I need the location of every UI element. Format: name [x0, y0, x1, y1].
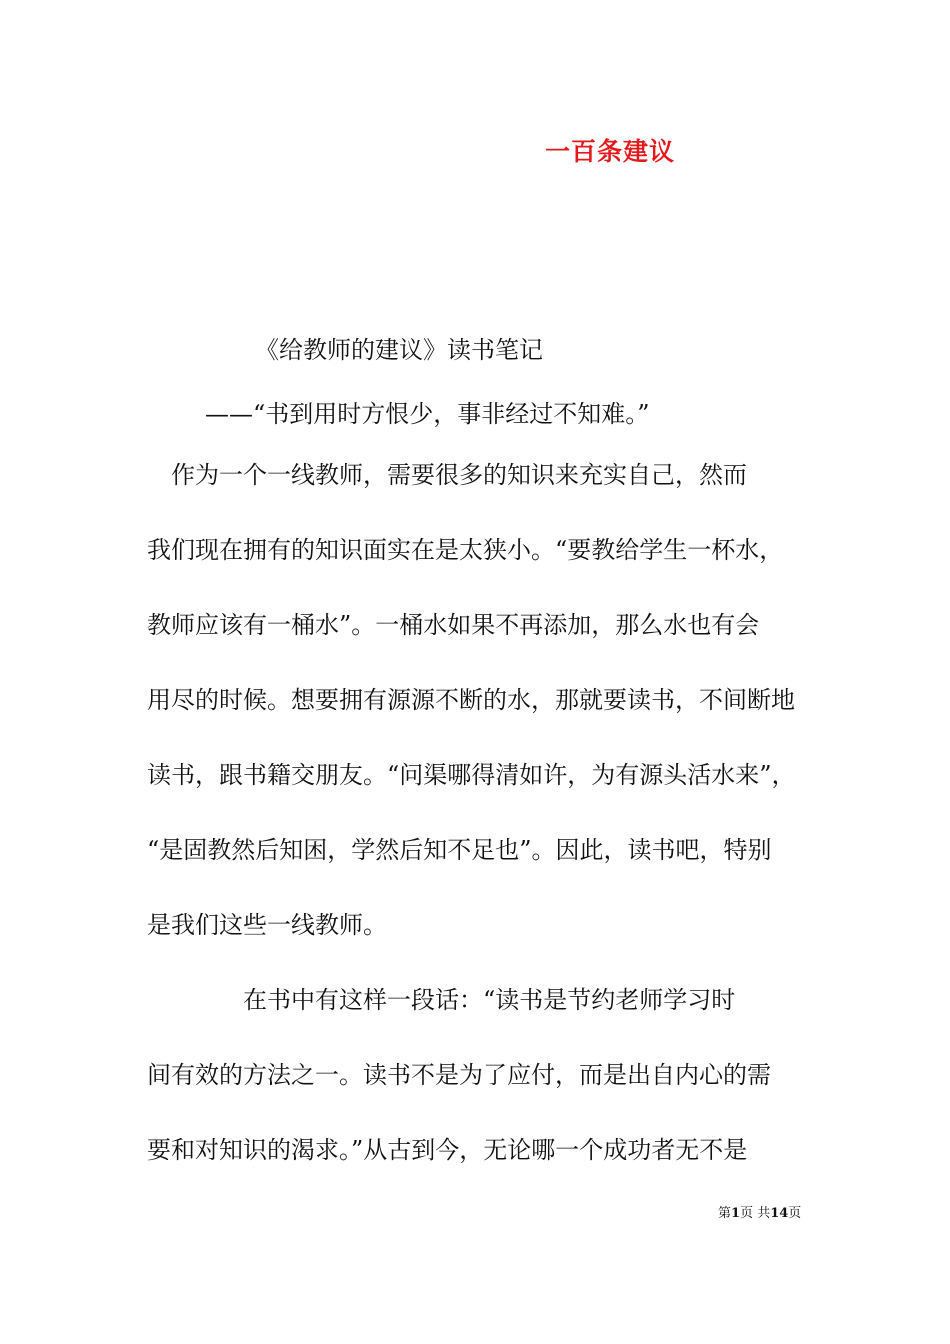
- document-title: 《给教师的建议》读书笔记: [255, 336, 543, 364]
- body-line: 我们现在拥有的知识面实在是太狭小。“要教给学生一杯水，: [147, 536, 784, 564]
- body-line: 教师应该有一桶水”。一桶水如果不再添加，那么水也有会: [147, 611, 760, 639]
- header-title: 一百条建议: [545, 137, 676, 166]
- body-line: 用尽的时候。想要拥有源源不断的水，那就要读书，不间断地: [147, 686, 795, 714]
- footer-total-pages: 14: [770, 1206, 789, 1221]
- footer-middle: 页 共: [740, 1206, 771, 1221]
- body-line: 作为一个一线教师，需要很多的知识来充实自己，然而: [147, 461, 747, 489]
- page-footer: [718, 1202, 801, 1221]
- body-line: 读书，跟书籍交朋友。“问渠哪得清如许，为有源头活水来”，: [147, 761, 796, 789]
- body-line: 要和对知识的渴求。”从古到今，无论哪一个成功者无不是: [147, 1136, 748, 1164]
- body-line: 在书中有这样一段话：“读书是节约老师学习时: [147, 986, 736, 1014]
- body-line: 间有效的方法之一。读书不是为了应付，而是出自内心的需: [147, 1061, 771, 1089]
- document-subtitle: ——“书到用时方恨少，事非经过不知难。”: [205, 400, 650, 428]
- body-line: 是我们这些一线教师。: [147, 911, 387, 939]
- body-line: “是固教然后知困，学然后知不足也”。因此，读书吧，特别: [147, 836, 772, 864]
- body-text: [147, 452, 807, 1202]
- footer-suffix: 页: [788, 1206, 802, 1221]
- footer-page-number: 1: [731, 1206, 741, 1221]
- footer-prefix: 第: [718, 1206, 732, 1221]
